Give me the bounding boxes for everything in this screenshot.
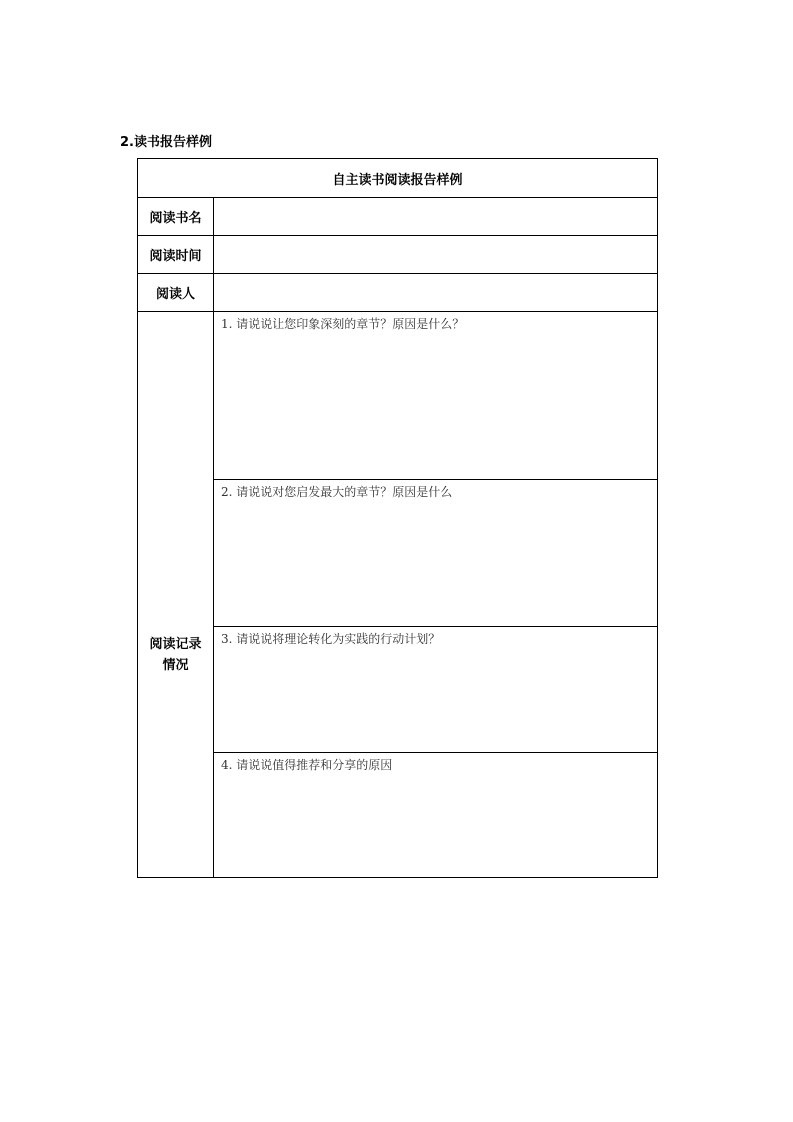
section-heading: 2.读书报告样例 (120, 135, 212, 150)
reader-field[interactable] (214, 274, 658, 312)
table-row (138, 312, 658, 479)
question-4-cell[interactable]: 4. 请说说值得推荐和分享的原因 (214, 752, 658, 877)
table-row (138, 627, 658, 752)
table-row (138, 752, 658, 877)
reading-report-table (137, 158, 658, 878)
table-row (138, 479, 658, 626)
reading-record-label-line-2: 情况 (162, 657, 189, 673)
book-title-field[interactable] (214, 198, 658, 236)
table-title-row (138, 159, 658, 198)
reading-record-label (138, 312, 214, 878)
table-title: 自主读书阅读报告样例 (138, 159, 658, 198)
reading-time-field[interactable] (214, 236, 658, 274)
reading-record-label-line-1: 阅读记录 (149, 636, 202, 652)
question-1-cell[interactable]: 1. 请说说让您印象深刻的章节？原因是什么？ (214, 312, 658, 479)
table-row (138, 198, 658, 236)
table-row (138, 236, 658, 274)
question-2-cell[interactable]: 2. 请说说对您启发最大的章节？原因是什么 (214, 479, 658, 626)
reader-label: 阅读人 (138, 274, 214, 312)
book-title-label: 阅读书名 (138, 198, 214, 236)
question-3-cell[interactable]: 3. 请说说将理论转化为实践的行动计划？ (214, 627, 658, 752)
reading-time-label: 阅读时间 (138, 236, 214, 274)
table-row (138, 274, 658, 312)
